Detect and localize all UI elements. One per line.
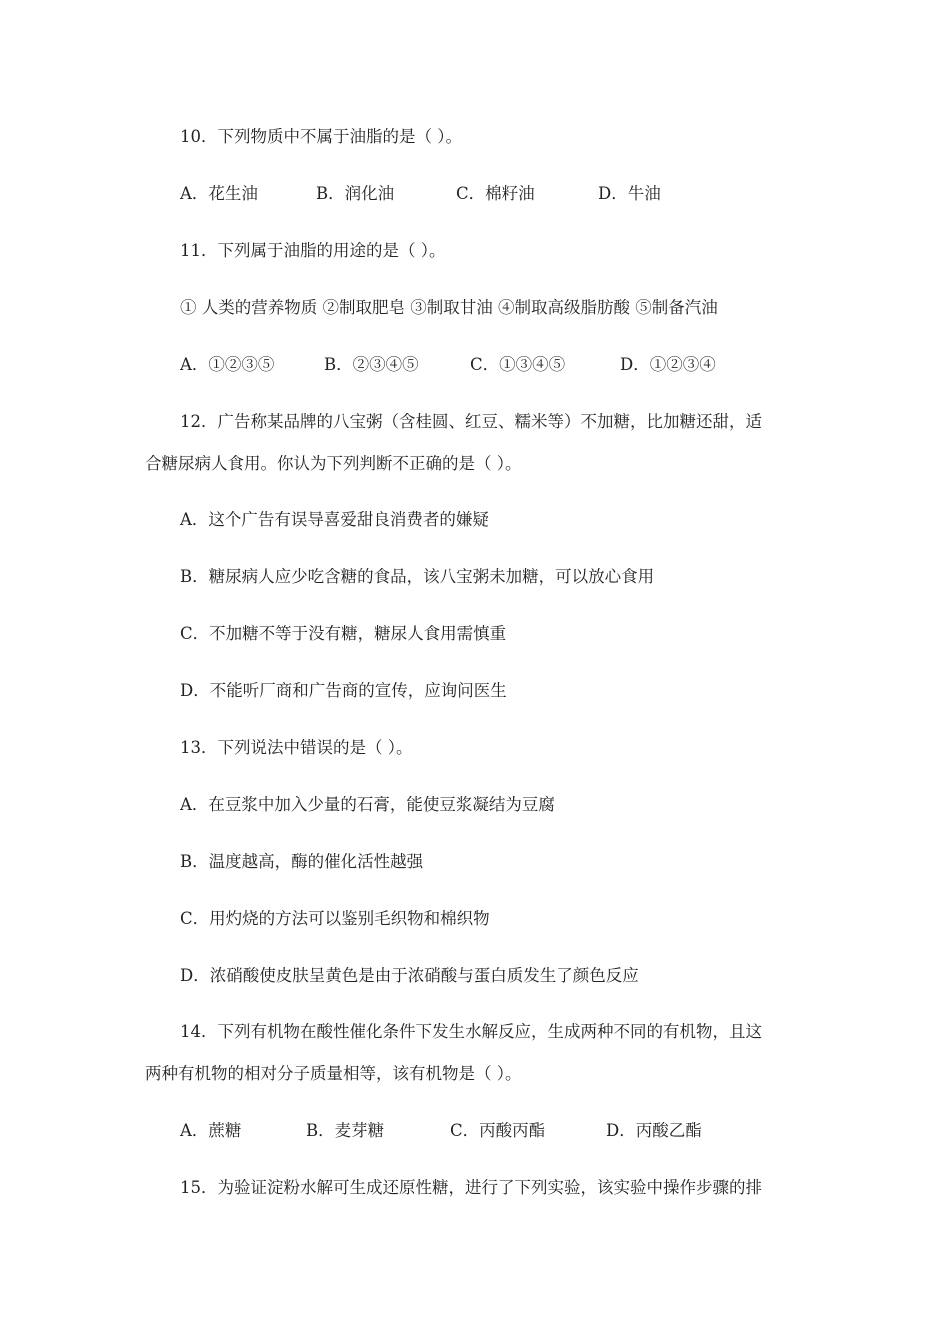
q10-stem: 10．下列物质中不属于油脂的是（ ）。 [180,127,462,146]
q12-stem-line2: 合糖尿病人食用。你认为下列判断不正确的是（ ）。 [145,454,522,473]
q14-option-b: B．麦芽糖 [306,1121,385,1140]
q13-option-b: B．温度越高，酶的催化活性越强 [180,852,424,871]
q14-stem-line1: 14．下列有机物在酸性催化条件下发生水解反应，生成两种不同的有机物，且这 [180,1022,762,1041]
q11-option-c: C．①③④⑤ [470,355,566,374]
q14-stem-line2: 两种有机物的相对分子质量相等，该有机物是（ ）。 [145,1064,522,1083]
q11-items: ① 人类的营养物质 ②制取肥皂 ③制取甘油 ④制取高级脂肪酸 ⑤制备汽油 [180,298,718,317]
q14-option-d: D．丙酸乙酯 [606,1121,702,1140]
q11-stem: 11．下列属于油脂的用途的是（ ）。 [180,241,446,260]
q13-stem: 13．下列说法中错误的是（ ）。 [180,738,413,757]
q14-option-a: A．蔗糖 [180,1121,242,1140]
q13-option-a: A．在豆浆中加入少量的石膏，能使豆浆凝结为豆腐 [180,795,555,814]
q12-option-a: A．这个广告有误导喜爱甜良消费者的嫌疑 [180,510,489,529]
q10-option-c: C．棉籽油 [456,184,535,203]
q10-option-d: D．牛油 [598,184,661,203]
q10-option-b: B．润化油 [316,184,395,203]
q12-option-d: D．不能听厂商和广告商的宣传，应询问医生 [180,681,507,700]
q12-option-b: B．糖尿病人应少吃含糖的食品，该八宝粥未加糖，可以放心食用 [180,567,655,586]
q13-option-d: D．浓硝酸使皮肤呈黄色是由于浓硝酸与蛋白质发生了颜色反应 [180,966,639,985]
q13-option-c: C．用灼烧的方法可以鉴别毛织物和棉织物 [180,909,490,928]
q10-option-a: A．花生油 [180,184,258,203]
q14-option-c: C．丙酸丙酯 [450,1121,546,1140]
q15-stem-line1: 15．为验证淀粉水解可生成还原性糖，进行了下列实验，该实验中操作步骤的排 [180,1178,762,1197]
q11-option-d: D．①②③④ [620,355,716,374]
q11-option-b: B．②③④⑤ [324,355,419,374]
q12-option-c: C．不加糖不等于没有糖，糖尿人食用需慎重 [180,624,507,643]
q12-stem-line1: 12．广告称某品牌的八宝粥（含桂圆、红豆、糯米等）不加糖，比加糖还甜，适 [180,412,762,431]
q11-option-a: A．①②③⑤ [180,355,275,374]
